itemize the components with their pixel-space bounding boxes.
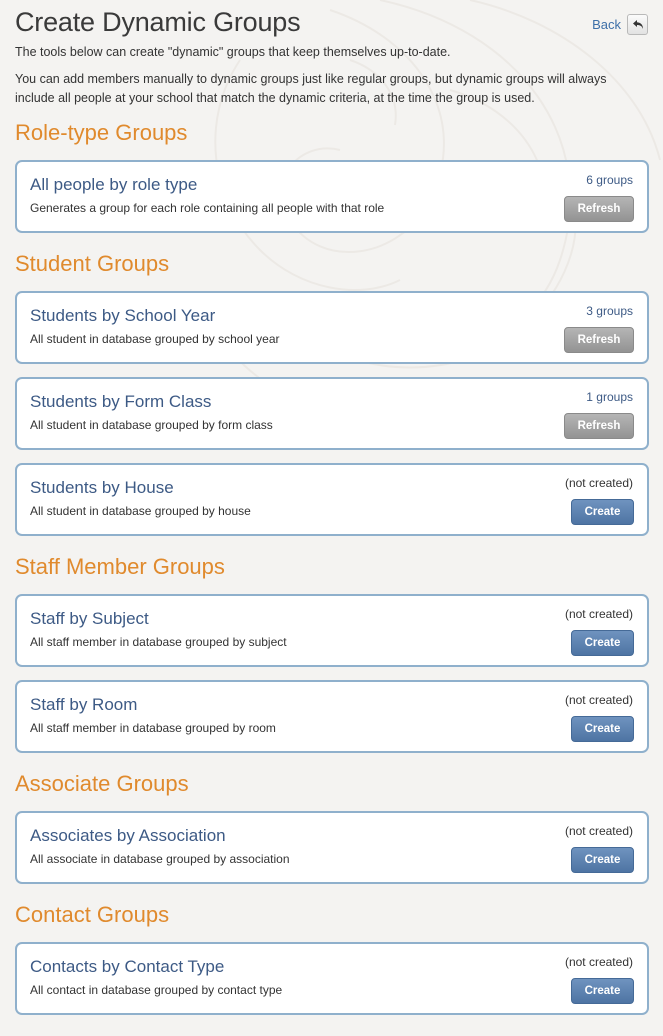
arrow-back-icon[interactable] [627, 14, 648, 35]
section-heading-contact: Contact Groups [15, 902, 170, 927]
group-card-association [15, 811, 649, 884]
not-created-status: (not created) [564, 693, 633, 707]
create-button[interactable]: Create [571, 630, 634, 656]
section-heading-student: Student Groups [15, 251, 170, 276]
create-button[interactable]: Create [571, 847, 634, 873]
not-created-status: (not created) [564, 476, 633, 490]
not-created-status: (not created) [564, 955, 633, 969]
back-label: Back [592, 17, 621, 32]
card-title: All people by role type [30, 175, 198, 194]
create-button[interactable]: Create [571, 716, 634, 742]
refresh-button[interactable]: Refresh [564, 413, 634, 439]
create-button[interactable]: Create [571, 978, 634, 1004]
back-link[interactable] [592, 14, 648, 35]
intro-text-1: The tools below can create "dynamic" groups that keep themselves up-to-date. [15, 45, 451, 59]
group-count: 3 groups [586, 304, 633, 318]
page-title: Create Dynamic Groups [15, 7, 301, 37]
group-card-form-class [15, 377, 649, 450]
card-title: Staff by Subject [30, 609, 149, 628]
card-title: Contacts by Contact Type [30, 957, 225, 976]
not-created-status: (not created) [564, 607, 633, 621]
card-description: All student in database grouped by form class [30, 418, 273, 432]
group-card-staff-subject [15, 594, 649, 667]
card-description: All student in database grouped by school year [30, 332, 280, 346]
card-description: Generates a group for each role containing all people with that role [30, 201, 385, 215]
card-description: All staff member in database grouped by room [30, 721, 276, 735]
card-title: Students by School Year [30, 306, 216, 325]
card-description: All associate in database grouped by association [30, 852, 290, 866]
create-button[interactable]: Create [571, 499, 634, 525]
card-title: Associates by Association [30, 826, 226, 845]
not-created-status: (not created) [564, 824, 633, 838]
group-card-contact-type [15, 942, 649, 1015]
group-card-house [15, 463, 649, 536]
intro-text-2: You can add members manually to dynamic groups just like regular groups, but dynamic groups will always include all people at your school that match the dynamic criteria, at the time the group is used. [15, 72, 607, 105]
group-card-staff-room [15, 680, 649, 753]
card-description: All contact in database grouped by contact type [30, 983, 283, 997]
card-title: Students by House [30, 478, 174, 497]
section-heading-role-type: Role-type Groups [15, 120, 188, 145]
group-count: 1 groups [586, 390, 633, 404]
card-description: All student in database grouped by house [30, 504, 251, 518]
group-count: 6 groups [586, 173, 633, 187]
card-title: Staff by Room [30, 695, 138, 714]
refresh-button[interactable]: Refresh [564, 327, 634, 353]
refresh-button[interactable]: Refresh [564, 196, 634, 222]
group-card-role-type [15, 160, 649, 233]
page-header [15, 0, 648, 41]
card-title: Students by Form Class [30, 392, 212, 411]
group-card-school-year [15, 291, 649, 364]
card-description: All staff member in database grouped by subject [30, 635, 287, 649]
section-heading-staff: Staff Member Groups [15, 554, 225, 579]
section-heading-associate: Associate Groups [15, 771, 189, 796]
